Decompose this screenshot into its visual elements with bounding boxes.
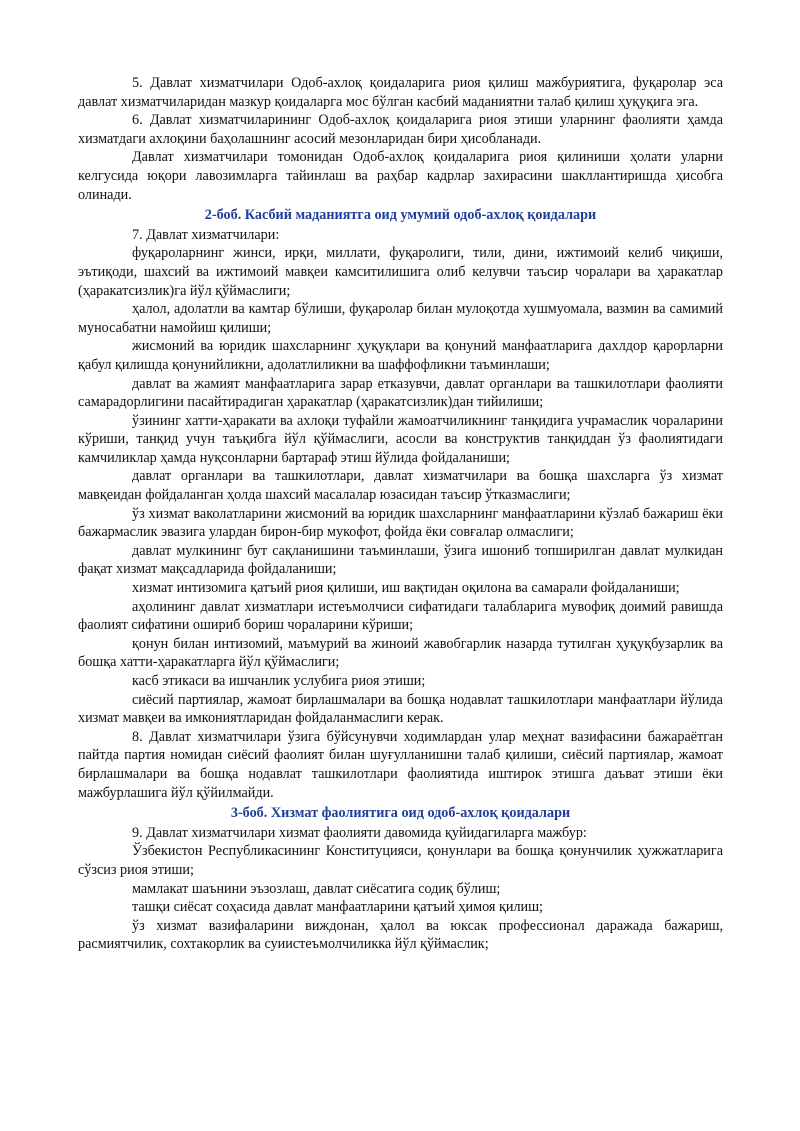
paragraph: мамлакат шаънини эъзозлаш, давлат сиёсатига содиқ бўлиш;	[132, 880, 501, 897]
paragraph: давлат ва жамият манфаатларига зарар етказувчи, давлат органлари ва ташкилотлари фаолияти самарадорлигини пасайтирадиган ҳаракатлар (ҳаракатсизлик)дан тийилиши;	[78, 375, 723, 411]
paragraph: Ўзбекистон Республикасининг Конституцияси, қонунлари ва бошқа қонунчилик ҳужжатларига сўзсиз риоя этиши;	[78, 843, 723, 878]
paragraph: хизмат интизомига қатъий риоя қилиши, иш вақтидан оқилона ва самарали фойдаланиши;	[132, 580, 680, 597]
paragraph: ўз хизмат ваколатларини жисмоний ва юридик шахсларнинг манфаатларини кўзлаб бажариш ёки бажармаслик эвазига улардан бирон-бир мукофот, фойда ёки совғалар олмаслиги;	[78, 505, 723, 541]
paragraph: давлат органлари ва ташкилотлари, давлат хизматчилари ва бошқа шахсларга ўз хизмат мавқеидан фойдаланган ҳолда шахсий масалалар юзасидан таъсир ўтказмаслиги;	[78, 468, 723, 504]
paragraph: қонун билан интизомий, маъмурий ва жиноий жавобгарлик назарда тутилган ҳуқуқбузарлик ва бошқа хатти-ҳаракатларга йўл қўймаслиги;	[78, 635, 723, 671]
paragraph: 7. Давлат хизматчилари:	[132, 226, 280, 243]
paragraph: ҳалол, адолатли ва камтар бўлиши, фуқаролар билан мулоқотда хушмуомала, вазмин ва самимий муносабатни намойиш қилиши;	[78, 301, 723, 336]
paragraph: 5. Давлат хизматчилари Одоб-ахлоқ қоидаларига риоя қилиш мажбуриятига, фуқаролар эса давлат хизматчиларидан мазкур қоидаларга мос бўлган касбий маданиятни талаб қилиш ҳуқуқига эга.	[78, 75, 723, 110]
chapter-3-heading: 3-боб. Хизмат фаолиятига оид одоб-ахлоқ қоидалари	[230, 805, 571, 822]
paragraph: ўз хизмат вазифаларини виждонан, ҳалол ва юксак профессионал даражада бажариш, расмиятчилик, сохтакорлик ва суиистеъмолчиликка йўл қўймаслик;	[78, 917, 723, 953]
paragraph: 8. Давлат хизматчилари ўзига бўйсунувчи ходимлардан улар меҳнат вазифасини бажараётган пайтда партия номидан сиёсий фаолият билан шуғулланишни талаб қилиши, сиёсий партиялар, жамоат бирлашмалари ва бошқа нодавлат ташкилотлари фаолиятида иштирок этишга даъват этиши ёки мажбурлашига йўл қўйилмайди.	[78, 728, 723, 801]
paragraph: давлат мулкининг бут сақланишини таъминлаши, ўзига ишониб топширилган давлат мулкидан фақат хизмат мақсадларида фойдаланиши;	[78, 542, 723, 578]
paragraph: 9. Давлат хизматчилари хизмат фаолияти давомида қуйидагиларга мажбур:	[132, 824, 587, 841]
paragraph: ташқи сиёсат соҳасида давлат манфаатларини қатъий ҳимоя қилиш;	[132, 899, 543, 916]
paragraph: касб этикаси ва ишчанлик услубига риоя этиши;	[132, 673, 426, 689]
paragraph: сиёсий партиялар, жамоат бирлашмалари ва бошқа нодавлат ташкилотлари манфаатлари йўлида хизмат мавқеи ва имкониятларидан фойдаланмаслиги керак.	[78, 691, 723, 727]
paragraph: ўзининг хатти-ҳаракати ва ахлоқи туфайли жамоатчиликнинг танқидига учрамаслик чораларини кўриши, танқид учун таъқибга йўл қўймаслиги, асосли ва конструктив танқиддан ўз фаолиятидаги камчиликлар ҳамда нуқсонларни бартараф этиш йўлида фойдаланиши;	[78, 412, 723, 466]
paragraph: Давлат хизматчилари томонидан Одоб-ахлоқ қоидаларига риоя қилиниши ҳолати уларни келгусида юқори лавозимларга тайинлаш ва раҳбар кадрлар захирасини шакллантиришда ҳисобга олинади.	[78, 149, 723, 203]
paragraph: 6. Давлат хизматчиларининг Одоб-ахлоқ қоидаларига риоя этиши уларнинг фаолияти ҳамда хизматдаги ахлоқини баҳолашнинг асосий мезонларидан бири ҳисобланади.	[78, 112, 723, 147]
chapter-2-heading: 2-боб. Касбий маданиятга оид умумий одоб-ахлоқ қоидалари	[204, 207, 597, 224]
paragraph: жисмоний ва юридик шахсларнинг ҳуқуқлари ва қонуний манфаатларига дахлдор қарорларни қабул қилишда қонунийликни, адолатлиликни ва шаффофликни таъминлаши;	[78, 338, 723, 373]
paragraph: фуқароларнинг жинси, ирқи, миллати, фуқаролиги, тили, дини, ижтимоий келиб чиқиши, эътиқоди, шахсий ва ижтимоий мавқеи камситилишига олиб келувчи таъсир чоралари ва ҳаракатлар (ҳаракатсизлик)га йўл қўймаслиги;	[78, 245, 723, 299]
paragraph: аҳолининг давлат хизматлари истеъмолчиси сифатидаги талабларига мувофиқ доимий равишда фаолият сифатини ошириб бориш чораларини кўриши;	[78, 598, 723, 634]
